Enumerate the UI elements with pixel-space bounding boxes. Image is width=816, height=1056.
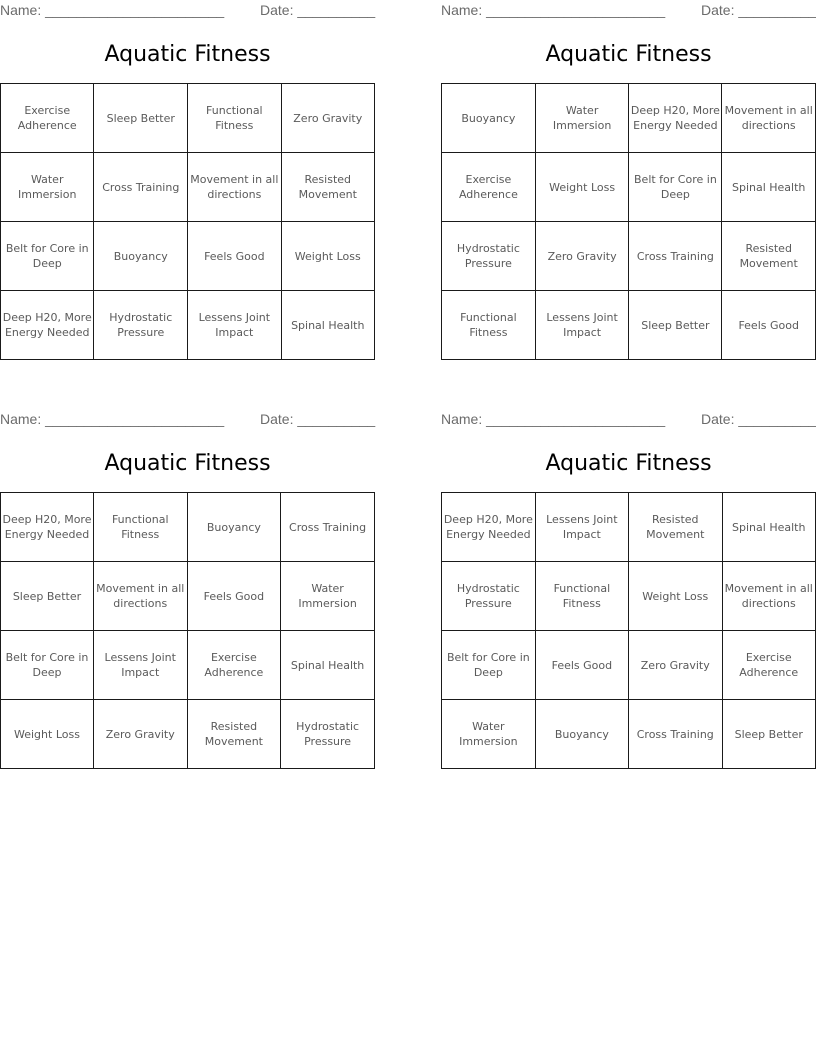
bingo-cell: Sleep Better (94, 84, 188, 153)
bingo-cell: Feels Good (535, 631, 628, 700)
bingo-cell: Feels Good (187, 562, 281, 631)
bingo-cell: Water Immersion (535, 84, 629, 153)
bingo-cell: Functional Fitness (442, 291, 536, 360)
bingo-cell: Spinal Health (722, 493, 816, 562)
bingo-cell: Cross Training (281, 493, 375, 562)
name-field[interactable]: Name: _______________________ (441, 2, 666, 18)
bingo-cell: Cross Training (629, 222, 722, 291)
bingo-cell: Hydrostatic Pressure (94, 291, 188, 360)
bingo-cell: Lessens Joint Impact (535, 291, 629, 360)
bingo-cell: Cross Training (94, 153, 188, 222)
bingo-cell: Water Immersion (442, 700, 536, 769)
card-header (441, 409, 816, 431)
bingo-cell: Lessens Joint Impact (535, 493, 628, 562)
date-field[interactable]: Date: __________ (260, 411, 376, 427)
date-field[interactable]: Date: __________ (701, 411, 816, 427)
card-title: Aquatic Fitness (545, 42, 712, 67)
bingo-cell: Resisted Movement (629, 493, 722, 562)
bingo-cell: Functional Fitness (535, 562, 628, 631)
bingo-cell: Exercise Adherence (1, 84, 94, 153)
bingo-cell: Buoyancy (94, 222, 188, 291)
bingo-cell: Buoyancy (187, 493, 281, 562)
bingo-cell: Zero Gravity (535, 222, 629, 291)
bingo-card-2 (441, 0, 816, 339)
bingo-cell: Hydrostatic Pressure (442, 222, 536, 291)
bingo-cell: Resisted Movement (722, 222, 816, 291)
bingo-cell: Exercise Adherence (722, 631, 816, 700)
bingo-cell: Exercise Adherence (187, 631, 281, 700)
bingo-cell: Movement in all directions (93, 562, 187, 631)
bingo-card-1 (0, 0, 376, 339)
bingo-cell: Feels Good (722, 291, 816, 360)
bingo-grid (0, 83, 375, 360)
bingo-card-4 (441, 409, 816, 748)
card-header (441, 0, 816, 22)
bingo-cell: Belt for Core in Deep (629, 153, 722, 222)
bingo-cell: Deep H20, More Energy Needed (442, 493, 536, 562)
bingo-cell: Lessens Joint Impact (188, 291, 281, 360)
bingo-cell: Belt for Core in Deep (1, 631, 94, 700)
bingo-cell: Exercise Adherence (442, 153, 536, 222)
date-field[interactable]: Date: __________ (260, 2, 376, 18)
card-header (0, 409, 375, 431)
bingo-cell: Weight Loss (281, 222, 374, 291)
card-header (0, 0, 375, 22)
bingo-cell: Deep H20, More Energy Needed (1, 291, 94, 360)
bingo-cell: Functional Fitness (93, 493, 187, 562)
card-title: Aquatic Fitness (545, 451, 712, 476)
date-field[interactable]: Date: __________ (701, 2, 816, 18)
bingo-grid (0, 492, 375, 769)
bingo-cell: Belt for Core in Deep (442, 631, 536, 700)
bingo-cell: Weight Loss (535, 153, 629, 222)
bingo-cell: Buoyancy (442, 84, 536, 153)
bingo-cell: Water Immersion (281, 562, 375, 631)
bingo-cell: Functional Fitness (188, 84, 281, 153)
bingo-cell: Resisted Movement (187, 700, 281, 769)
bingo-cell: Sleep Better (629, 291, 722, 360)
name-field[interactable]: Name: _______________________ (0, 2, 225, 18)
bingo-cell: Zero Gravity (629, 631, 722, 700)
bingo-cell: Hydrostatic Pressure (281, 700, 375, 769)
card-title: Aquatic Fitness (104, 42, 271, 67)
name-field[interactable]: Name: _______________________ (0, 411, 225, 427)
bingo-cell: Weight Loss (1, 700, 94, 769)
bingo-cell: Spinal Health (281, 291, 374, 360)
bingo-cell: Sleep Better (722, 700, 816, 769)
bingo-cell: Sleep Better (1, 562, 94, 631)
bingo-cell: Belt for Core in Deep (1, 222, 94, 291)
bingo-cell: Movement in all directions (722, 84, 816, 153)
bingo-cell: Cross Training (629, 700, 722, 769)
bingo-cell: Hydrostatic Pressure (442, 562, 536, 631)
name-field[interactable]: Name: _______________________ (441, 411, 666, 427)
bingo-card-3 (0, 409, 376, 748)
bingo-cell: Movement in all directions (188, 153, 281, 222)
bingo-cell: Deep H20, More Energy Needed (1, 493, 94, 562)
bingo-cell: Deep H20, More Energy Needed (629, 84, 722, 153)
bingo-cell: Resisted Movement (281, 153, 374, 222)
bingo-cell: Movement in all directions (722, 562, 816, 631)
bingo-cell: Lessens Joint Impact (93, 631, 187, 700)
bingo-grid (441, 492, 816, 769)
bingo-cell: Spinal Health (281, 631, 375, 700)
bingo-cell: Weight Loss (629, 562, 722, 631)
bingo-cell: Buoyancy (535, 700, 628, 769)
bingo-cell: Water Immersion (1, 153, 94, 222)
bingo-cell: Zero Gravity (281, 84, 374, 153)
bingo-grid (441, 83, 816, 360)
card-title: Aquatic Fitness (104, 451, 271, 476)
bingo-cell: Feels Good (188, 222, 281, 291)
bingo-cell: Spinal Health (722, 153, 816, 222)
bingo-cell: Zero Gravity (93, 700, 187, 769)
